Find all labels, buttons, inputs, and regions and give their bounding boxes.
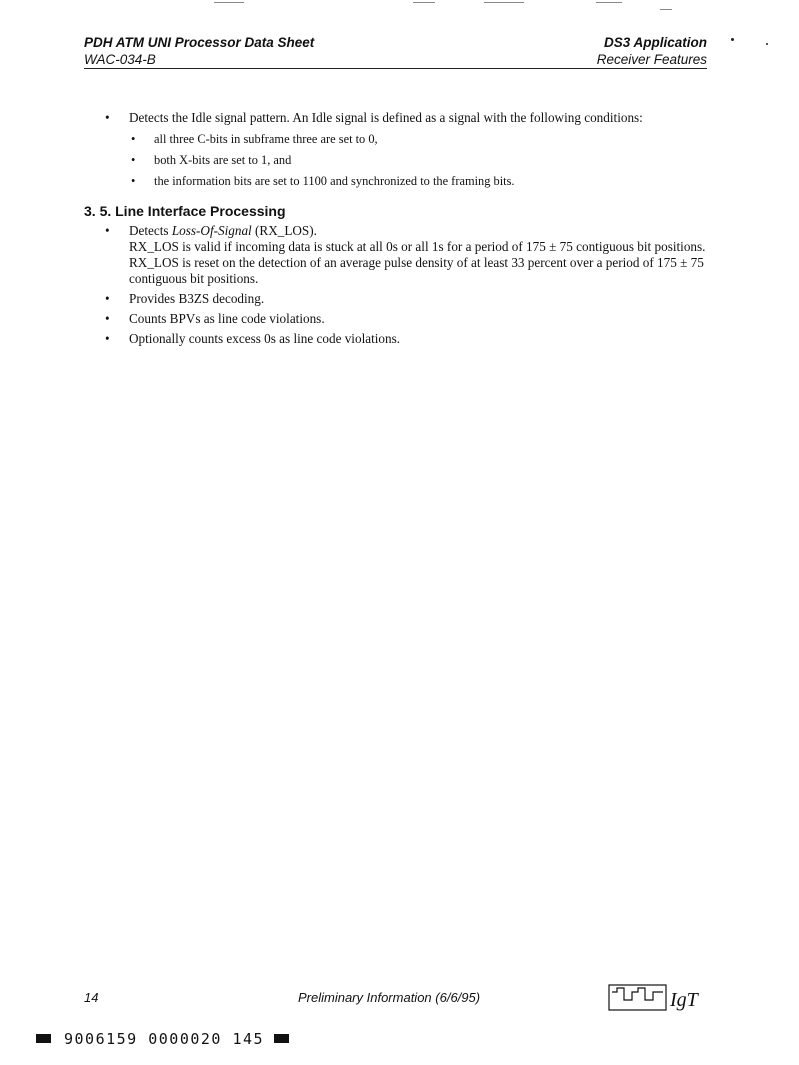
bullet-mark: • — [105, 110, 110, 125]
scan-top-marks — [0, 0, 799, 14]
barcode-block — [274, 1034, 289, 1043]
los-detect-line — [129, 223, 714, 239]
chapter-title: DS3 Application — [603, 35, 707, 50]
list-item-text: Provides B3ZS decoding. — [129, 291, 265, 306]
los-bullet — [84, 223, 714, 287]
idle-pattern-text: Detects the Idle signal pattern. An Idle signal is defined as a signal with the following conditions: — [129, 110, 643, 125]
list-item — [84, 291, 714, 307]
idle-pattern-bullet — [84, 110, 714, 126]
los-valid-text: RX_LOS is valid if incoming data is stuck at all 0s or all 1s for a period of 175 ± 75 contiguous bit positions. — [129, 239, 706, 254]
list-item — [84, 331, 714, 347]
section-subtitle: Receiver Features — [596, 52, 707, 67]
sub-list-text: both X-bits are set to 1, and — [154, 153, 292, 167]
sub-list-item — [84, 152, 714, 168]
sub-list-text: all three C-bits in subframe three are set to 0, — [154, 132, 378, 146]
header-right — [597, 34, 707, 68]
bullet-mark: • — [105, 331, 110, 346]
los-reset-text: RX_LOS is reset on the detection of an average pulse density of at least 33 percent over a period of 175 ± 75 contiguous bit positions. — [129, 255, 704, 286]
bullet-mark: • — [105, 291, 110, 306]
bullet-mark: • — [131, 153, 136, 167]
sub-list-text: the information bits are set to 1100 and synchronized to the framing bits. — [154, 174, 515, 188]
header-rule — [84, 68, 707, 69]
company-logo — [608, 984, 720, 1012]
los-term: Loss-Of-Signal — [171, 223, 252, 238]
document-number: WAC-034-B — [84, 52, 156, 67]
los-suffix: (RX_LOS). — [251, 223, 317, 238]
bullet-mark: • — [131, 132, 136, 146]
scan-speck — [766, 43, 768, 45]
scan-speck — [731, 38, 734, 41]
sub-list-item — [84, 173, 714, 189]
bullet-mark: • — [105, 223, 110, 238]
page-footer — [84, 984, 714, 1014]
page-body — [84, 110, 714, 347]
barcode-digits: 9006159 0000020 145 — [64, 1030, 265, 1048]
barcode-block — [36, 1034, 51, 1043]
logo-text: IgT — [670, 989, 698, 1011]
document-title: PDH ATM UNI Processor Data Sheet — [84, 35, 315, 50]
sub-list-item — [84, 131, 714, 147]
page-number: 14 — [84, 990, 99, 1005]
header-left — [84, 34, 314, 68]
los-prefix: Detects — [129, 223, 172, 238]
bullet-mark: • — [105, 311, 110, 326]
list-item-text: Counts BPVs as line code violations. — [129, 311, 325, 326]
preliminary-notice: Preliminary Information (6/6/95) — [298, 990, 481, 1005]
list-item — [84, 311, 714, 327]
section-heading: 3. 5. Line Interface Processing — [84, 203, 286, 219]
bullet-mark: • — [131, 174, 136, 188]
page-header — [84, 34, 707, 70]
list-item-text: Optionally counts excess 0s as line code violations. — [129, 331, 401, 346]
